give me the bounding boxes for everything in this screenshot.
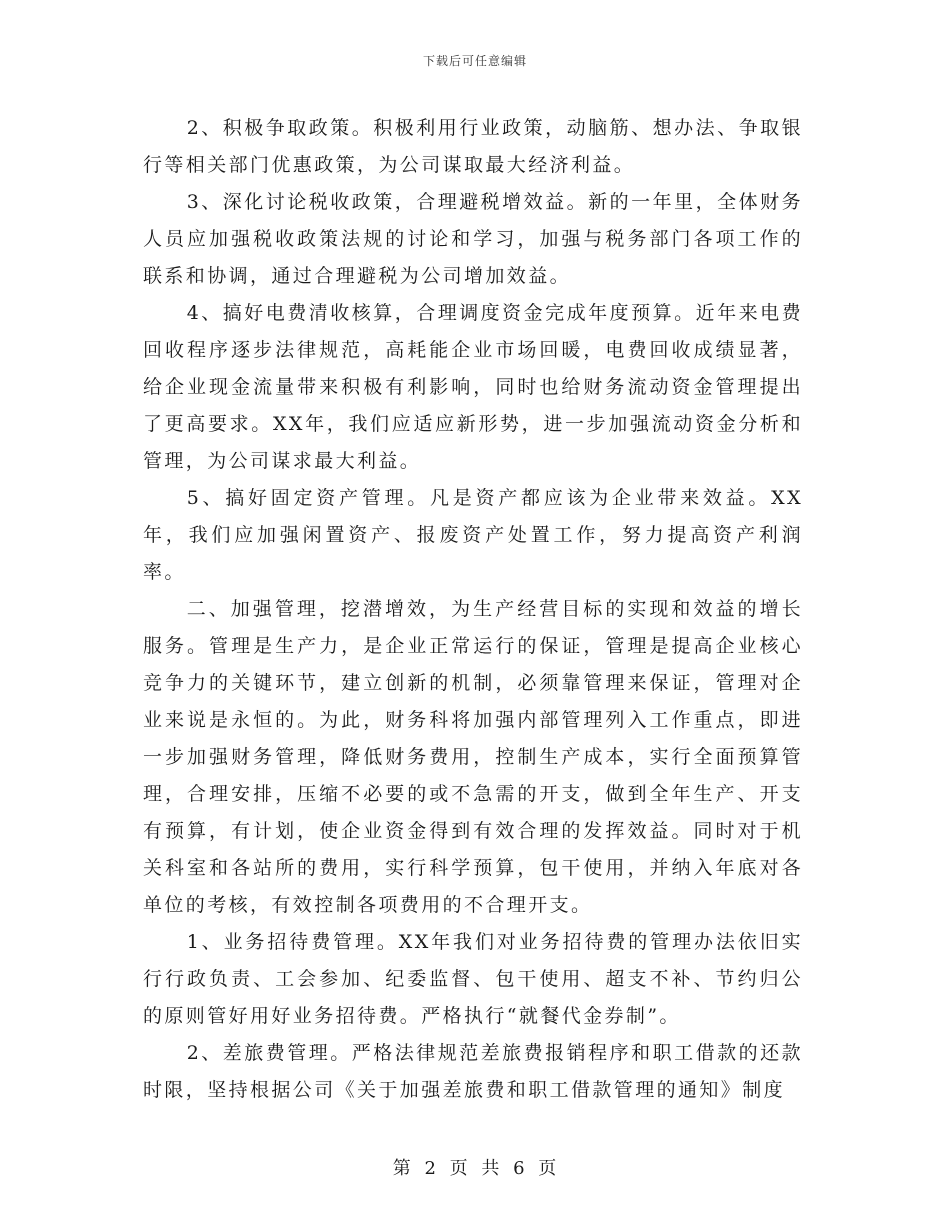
page-number-footer: 第 2 页 共 6 页 — [392, 1158, 558, 1179]
document-body — [143, 110, 803, 1109]
paragraph: 1、业务招待费管理。XX年我们对业务招待费的管理办法依旧实行行政负责、工会参加、纪委监督、包干使用、超支不补、节约归公的原则管好用好业务招待费。严格执行“就餐代金券制”。 — [143, 931, 803, 1027]
paragraph: 4、搞好电费清收核算，合理调度资金完成年度预算。近年来电费回收程序逐步法律规范，高耗能企业市场回暖，电费回收成绩显著，给企业现金流量带来积极有利影响，同时也给财务流动资金管理提出了更高要求。XX年，我们应适应新形势，进一步加强流动资金分析和管理，为公司谋求最大利益。 — [143, 302, 803, 472]
page-header-note: 下载后可任意编辑 — [422, 54, 527, 68]
paragraph: 2、积极争取政策。积极利用行业政策，动脑筋、想办法、争取银行等相关部门优惠政策，为公司谋取最大经济利益。 — [143, 117, 803, 176]
paragraph: 5、搞好固定资产管理。凡是资产都应该为企业带来效益。XX年，我们应加强闲置资产、报废资产处置工作，努力提高资产利润率。 — [143, 487, 803, 583]
paragraph: 2、差旅费管理。严格法律规范差旅费报销程序和职工借款的还款时限，坚持根据公司《关于加强差旅费和职工借款管理的通知》制度 — [143, 1042, 803, 1101]
paragraph: 二、加强管理，挖潜增效，为生产经营目标的实现和效益的增长服务。管理是生产力，是企业正常运行的保证，管理是提高企业核心竞争力的关键环节，建立创新的机制，必须靠管理来保证，管理对企业来说是永恒的。为此，财务科将加强内部管理列入工作重点，即进一步加强财务管理，降低财务费用，控制生产成本，实行全面预算管理，合理安排，压缩不必要的或不急需的开支，做到全年生产、开支有预算，有计划，使企业资金得到有效合理的发挥效益。同时对于机关科室和各站所的费用，实行科学预算，包干使用，并纳入年底对各单位的考核，有效控制各项费用的不合理开支。 — [143, 598, 803, 916]
paragraph: 3、深化讨论税收政策，合理避税增效益。新的一年里，全体财务人员应加强税收政策法规的讨论和学习，加强与税务部门各项工作的联系和协调，通过合理避税为公司增加效益。 — [143, 191, 803, 287]
